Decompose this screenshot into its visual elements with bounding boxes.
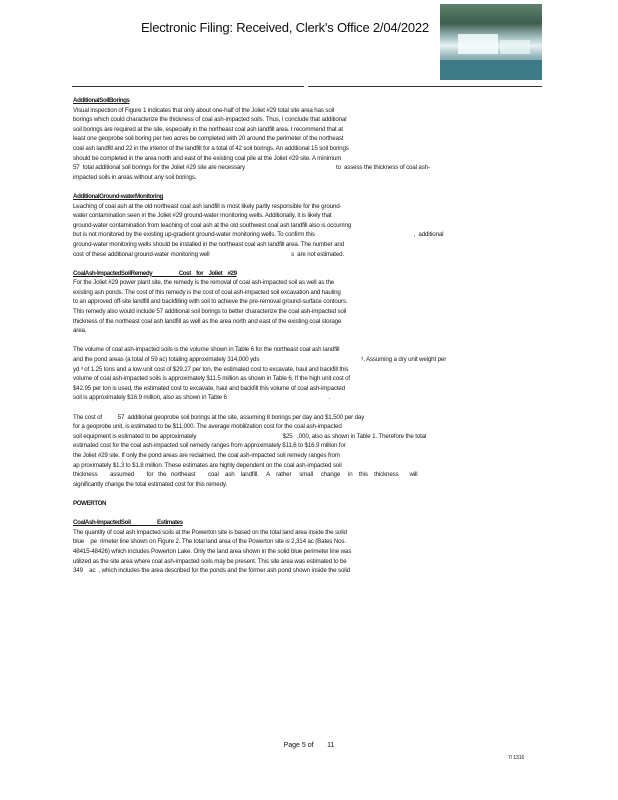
header-title: Electronic Filing: Received, Clerk's Office 2/04/2022 — [141, 20, 429, 35]
header-rule-left — [72, 86, 304, 87]
body-line: thickness of the northeast coal ash landfill as well as the area north and east of the existing coal storage — [73, 317, 342, 325]
body-line: $42.95 per ton is used, the estimated cost to excavate, haul and backfill this volume of coal ash-impacted — [73, 384, 345, 392]
body-line: should be completed in the area north and east of the existing coal pile at the Joliet #29 site. A minimum — [73, 154, 342, 162]
body-line: 48415-48426) which includes Powerton Lake. Only the land area shown in the solid blue perimeter line was — [73, 547, 352, 555]
header-rule-right — [308, 86, 542, 87]
section-volume-paragraph — [73, 345, 543, 403]
body-line: impacted soils in areas without any soil borings. — [73, 173, 197, 181]
body-line: existing ash ponds. The cost of this remedy is the cost of coal ash-impacted soil excavation and hauling — [73, 288, 341, 296]
body-line: 349 ac , which includes the area described for the ponds and the former ash pond shown inside the solid — [73, 567, 351, 575]
section-powerton — [73, 499, 543, 509]
section-heading: AdditionalGround-waterMonitoring — [73, 192, 163, 200]
page-number: Page 5 of 11 — [283, 742, 335, 749]
section-powerton-estimates — [73, 518, 543, 576]
waterfall-upper — [458, 34, 498, 54]
body-line: This remedy also would include 57 additional soil borings to better characterize the coal ash-impacted soil — [73, 308, 347, 316]
body-line: Visual inspection of Figure 1 indicates that only about one-half of the Joliet #29 total site area has soil — [73, 106, 335, 114]
body-line: utilized as the site area where coal ash-impacted soils may be present. This site area was estimated to be — [73, 557, 347, 565]
body-line: and the pond areas (a total of 59 ac) totaling approximately 314,000 yds ³. Assuming a dry unit weight per — [73, 356, 447, 364]
body-line: for a geoprobe unit, is estimated to be $11,000. The average mobilization cost for the coal ash-impacted — [73, 423, 342, 431]
page-mark: 7/ 1316 — [508, 755, 525, 761]
section-cost-paragraph — [73, 413, 543, 490]
section-additional-ground-water-monitoring — [73, 192, 543, 259]
body-line: ground-water contamination from leaching of coal ash at the old southwest coal ash landfill also is occurring — [73, 221, 352, 229]
body-line: least one geoprobe soil boring per two acres be completed with 20 around the perimeter of the northeast — [73, 135, 344, 143]
body-line: blue pe rimeter line shown on Figure 2. The total land area of the Powerton site is 2,314 ac (Bates Nos. — [73, 538, 346, 546]
body-line: borings which could characterize the thickness of coal ash-impacted soils. Thus, I conclude that additional — [73, 116, 347, 124]
body-line: ground-water monitoring wells should be installed in the northeast coal ash landfill area. The number and — [73, 240, 344, 248]
body-line: The quantity of coal ash impacted soils at the Powerton site is based on the total land area inside the solid — [73, 528, 347, 536]
body-line: estimated cost for the coal ash-impacted soil remedy ranges from approximately $11.6 to $16.9 million for — [73, 442, 346, 450]
section-additional-soil-borings — [73, 96, 543, 182]
body-line: soil equipment is estimated to be approximately $25 ,000, also as shown in Table 1. Therefore the total — [73, 432, 427, 440]
body-line: the Joliet #29 site. If only the pond areas are reclaimed, the coal ash-impacted soil remedy ranges from — [73, 451, 340, 459]
body-line: ap proximately $1.3 to $1.8 million. These estimates are highly dependent on the coal ash-impacted soil — [73, 461, 342, 469]
waterfall-image — [440, 4, 542, 80]
body-line: but is not monitored by the existing up-gradient ground-water monitoring wells. To confirm this , additional — [73, 231, 444, 239]
body-line: coal ash landfill and 22 in the interior of the landfill for a total of 42 soil borings. An additional 15 soil borings — [73, 144, 349, 152]
body-line: soil is approximately $16.9 million, also as shown in Table 6 . — [73, 394, 331, 402]
section-heading: POWERTON — [73, 499, 107, 507]
body-line: area. — [73, 327, 87, 335]
body-line: For the Joliet #29 power plant site, the remedy is the removal of coal ash-impacted soil as well as the — [73, 279, 335, 287]
body-line: to an approved off-site landfill and backfilling with soil to achieve the pre-removal ground-surface contours. — [73, 298, 348, 306]
body-line: The volume of coal ash-impacted soils is the volume shown in Table 6 for the northeast coal ash landfill — [73, 346, 340, 354]
section-coal-ash-remedy-cost — [73, 269, 543, 336]
body-line: volume of coal ash-impacted soils is approximately $11.5 million as shown in Table 6. If the high unit cost of — [73, 375, 350, 383]
body-line: thickness assumed for the northeast coal ash landfill. A rather small change in this thickness will — [73, 471, 418, 479]
waterfall-lower — [500, 40, 530, 54]
body-line: soil borings are required at the site, especially in the northeast coal ash landfill area. I recommend that at — [73, 125, 344, 133]
document-body — [73, 96, 543, 585]
body-line: The cost of 57 additional geoprobe soil borings at the site, assuming 8 borings per day and $1,500 per day — [73, 413, 365, 421]
section-heading: CoalAsh-ImpactedSoil Estimates — [73, 519, 183, 527]
body-line: water contamination seen in the Joliet #29 ground-water monitoring wells. Additionally, it is likely that — [73, 212, 332, 220]
body-line: significantly change the total estimated cost for this remedy. — [73, 480, 227, 488]
section-heading: CoalAsh-ImpactedSoilRemedy Cost for Joliet #29 — [73, 269, 237, 277]
waterfall-pool — [440, 60, 542, 80]
body-line: 57 total additional soil borings for the Joliet #29 site are necessary to assess the thickness of coal ash- — [73, 164, 430, 172]
section-heading: AdditionalSoilBorings — [73, 97, 130, 104]
body-line: yd ³ of 1.25 tons and a low unit cost of $29.27 per ton, the estimated cost to excavate, haul and backfill this — [73, 365, 349, 373]
body-line: cost of these additional ground-water monitoring well s are not estimated. — [73, 250, 345, 258]
body-line: Leaching of coal ash at the old northeast coal ash landfill is most likely partly responsible for the ground- — [73, 202, 342, 210]
